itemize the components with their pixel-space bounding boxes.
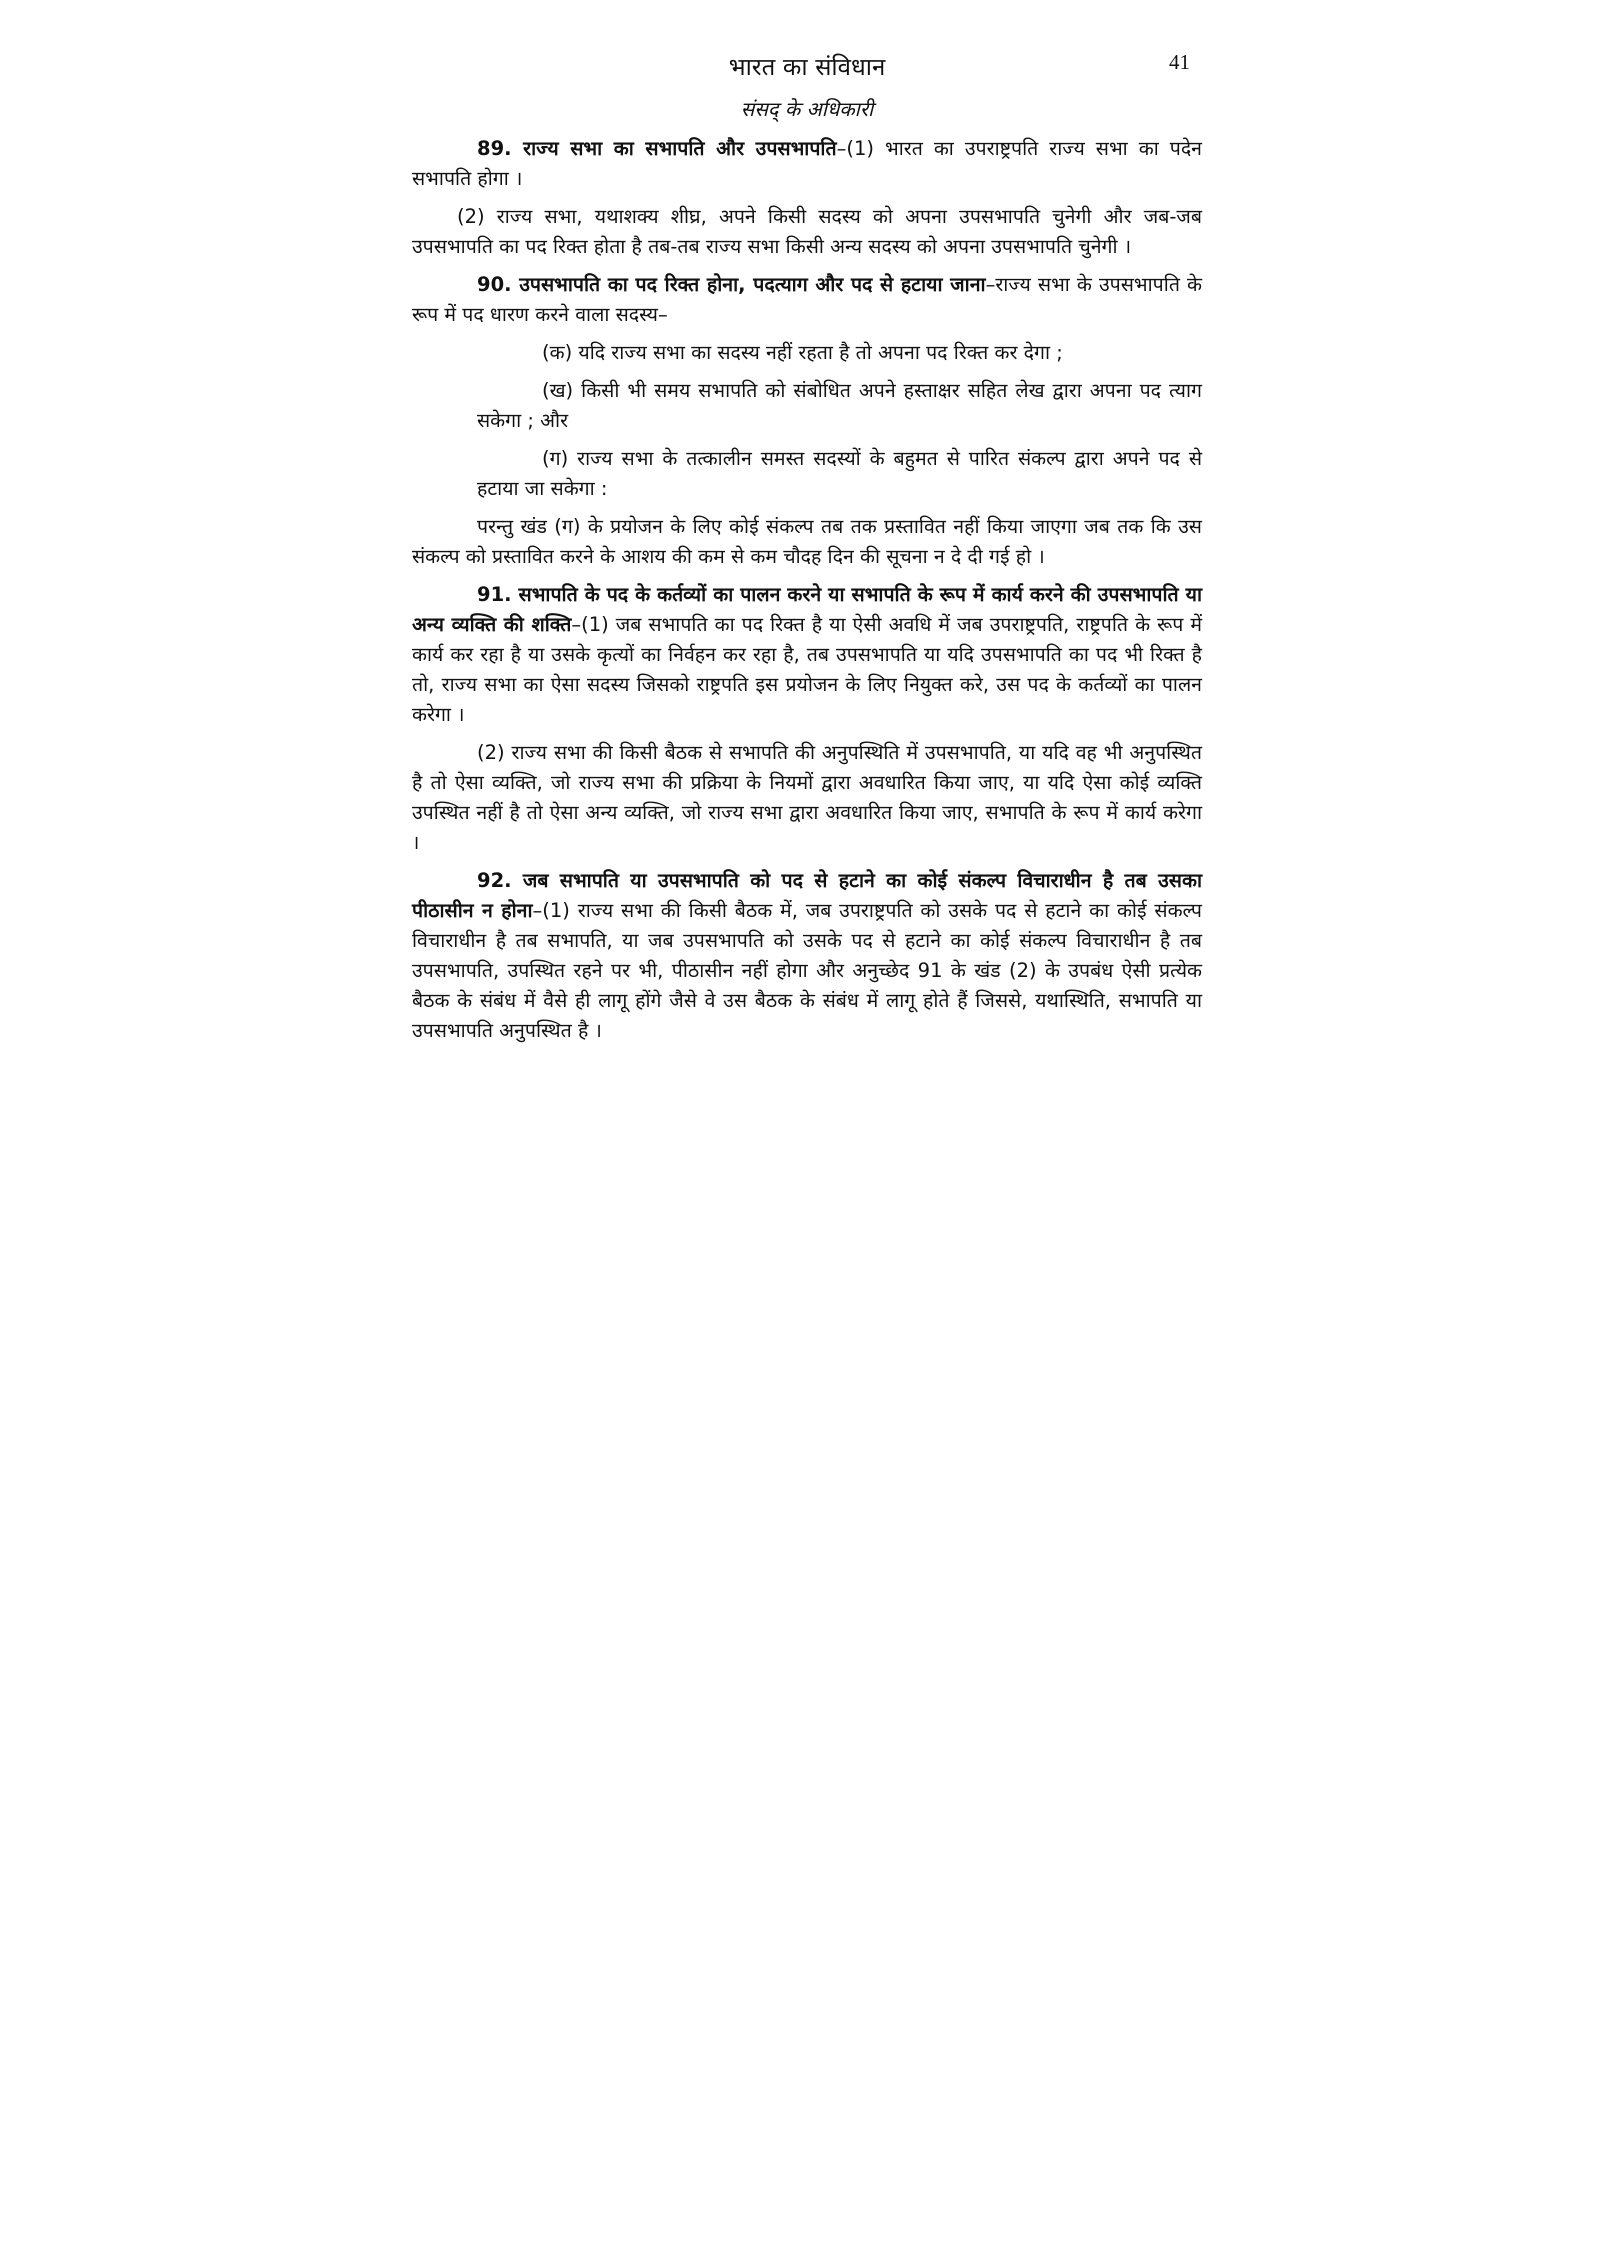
article-89-para-1 <box>412 134 1202 194</box>
article-91-heading: 91. सभापति के पद के कर्तव्यों का पालन करने या सभापति के रूप में कार्य करने की उपसभापति या अन्य व्यक्ति की शक्ति <box>412 583 1202 636</box>
document-body <box>412 134 1202 1046</box>
article-90-item-ka <box>412 338 1202 368</box>
article-91-clause-2-text: (2) राज्य सभा की किसी बैठक से सभापति की अनुपस्थिति में उपसभापति, या यदि वह भी अनुपस्थित है तो ऐसा व्यक्ति, जो राज्य सभा की प्रक्रिया के नियमों द्वारा अवधारित किया जाए, या यदि ऐसा कोई व्यक्ति उपस्थित नहीं है तो ऐसा अन्य व्यक्ति, जो राज्य सभा द्वारा अवधारित किया जाए, सभापति के रूप में कार्य करेगा । <box>412 741 1202 854</box>
article-90-text: –राज्य सभा के उपसभापति के रूप में पद धारण करने वाला सदस्य– <box>412 273 1202 326</box>
article-91-para-2 <box>412 738 1202 858</box>
article-89-heading: 89. राज्य सभा का सभापति और उपसभापति <box>477 137 837 160</box>
article-92-text: –(1) राज्य सभा की किसी बैठक में, जब उपराष्ट्रपति को उसके पद से हटाने का कोई संकल्प विचाराधीन है तब सभापति, या जब उपसभापति को उसके पद से हटाने का कोई संकल्प विचाराधीन है तब उपसभापति, उपस्थित रहने पर भी, पीठासीन नहीं होगा और अनुच्छेद 91 के खंड (2) के उपबंध ऐसी प्रत्येक बैठक के संबंध में वैसे ही लागू होंगे जैसे वे उस बैठक के संबंध में लागू होते हैं जिससे, यथास्थिति, सभापति या उपसभापति अनुपस्थित है । <box>412 899 1202 1042</box>
section-subtitle: संसद् के अधिकारी <box>740 97 874 121</box>
document-page <box>412 50 1202 1054</box>
article-90-item-ga <box>412 444 1202 504</box>
article-89-text: –(1) भारत का उपराष्ट्रपति राज्य सभा का पदेन सभापति होगा । <box>412 137 1202 190</box>
article-91-text: –(1) जब सभापति का पद रिक्त है या ऐसी अवधि में जब उपराष्ट्रपति, राष्ट्रपति के रूप में कार्य कर रहा है या उसके कृत्यों का निर्वहन कर रहा है, तब उपसभापति या यदि उपसभापति का पद भी रिक्त है तो, राज्य सभा का ऐसा सदस्य जिसको राष्ट्रपति इस प्रयोजन के लिए नियुक्त करे, उस पद के कर्तव्यों का पालन करेगा । <box>412 613 1202 726</box>
article-90-item-kha <box>412 376 1202 436</box>
article-90-proviso-text: परन्तु खंड (ग) के प्रयोजन के लिए कोई संकल्प तब तक प्रस्तावित नहीं किया जाएगा जब तक कि उस संकल्प को प्रस्तावित करने के आशय की कम से कम चौदह दिन की सूचना न दे दी गई हो । <box>412 515 1202 568</box>
page-number: 41 <box>1169 50 1190 74</box>
article-89-clause-2-text: (2) राज्य सभा, यथाशक्य शीघ्र, अपने किसी सदस्य को अपना उपसभापति चुनेगी और जब-जब उपसभापति का पद रिक्त होता है तब-तब राज्य सभा किसी अन्य सदस्य को अपना उपसभापति चुनेगी । <box>412 205 1202 258</box>
article-92-para-1 <box>412 866 1202 1046</box>
article-90-proviso <box>412 512 1202 572</box>
article-90-heading: 90. उपसभापति का पद रिक्त होना, पदत्याग और पद से हटाया जाना <box>477 273 986 296</box>
article-89-para-2 <box>412 202 1202 262</box>
page-title: भारत का संविधान <box>728 53 886 81</box>
article-90-para-1 <box>412 270 1202 330</box>
article-90-item-ga-text: (ग) राज्य सभा के तत्कालीन समस्त सदस्यों के बहुमत से पारित संकल्प द्वारा अपने पद से हटाया जा सकेगा : <box>477 447 1202 500</box>
article-90-item-kha-text: (ख) किसी भी समय सभापति को संबोधित अपने हस्ताक्षर सहित लेख द्वारा अपना पद त्याग सकेगा ; और <box>477 379 1202 432</box>
article-90-item-ka-text: (क) यदि राज्य सभा का सदस्य नहीं रहता है तो अपना पद रिक्त कर देगा ; <box>542 341 1063 364</box>
article-92-heading: 92. जब सभापति या उपसभापति को पद से हटाने का कोई संकल्प विचाराधीन है तब उसका पीठासीन न होना <box>412 869 1202 922</box>
article-91-para-1 <box>412 580 1202 730</box>
